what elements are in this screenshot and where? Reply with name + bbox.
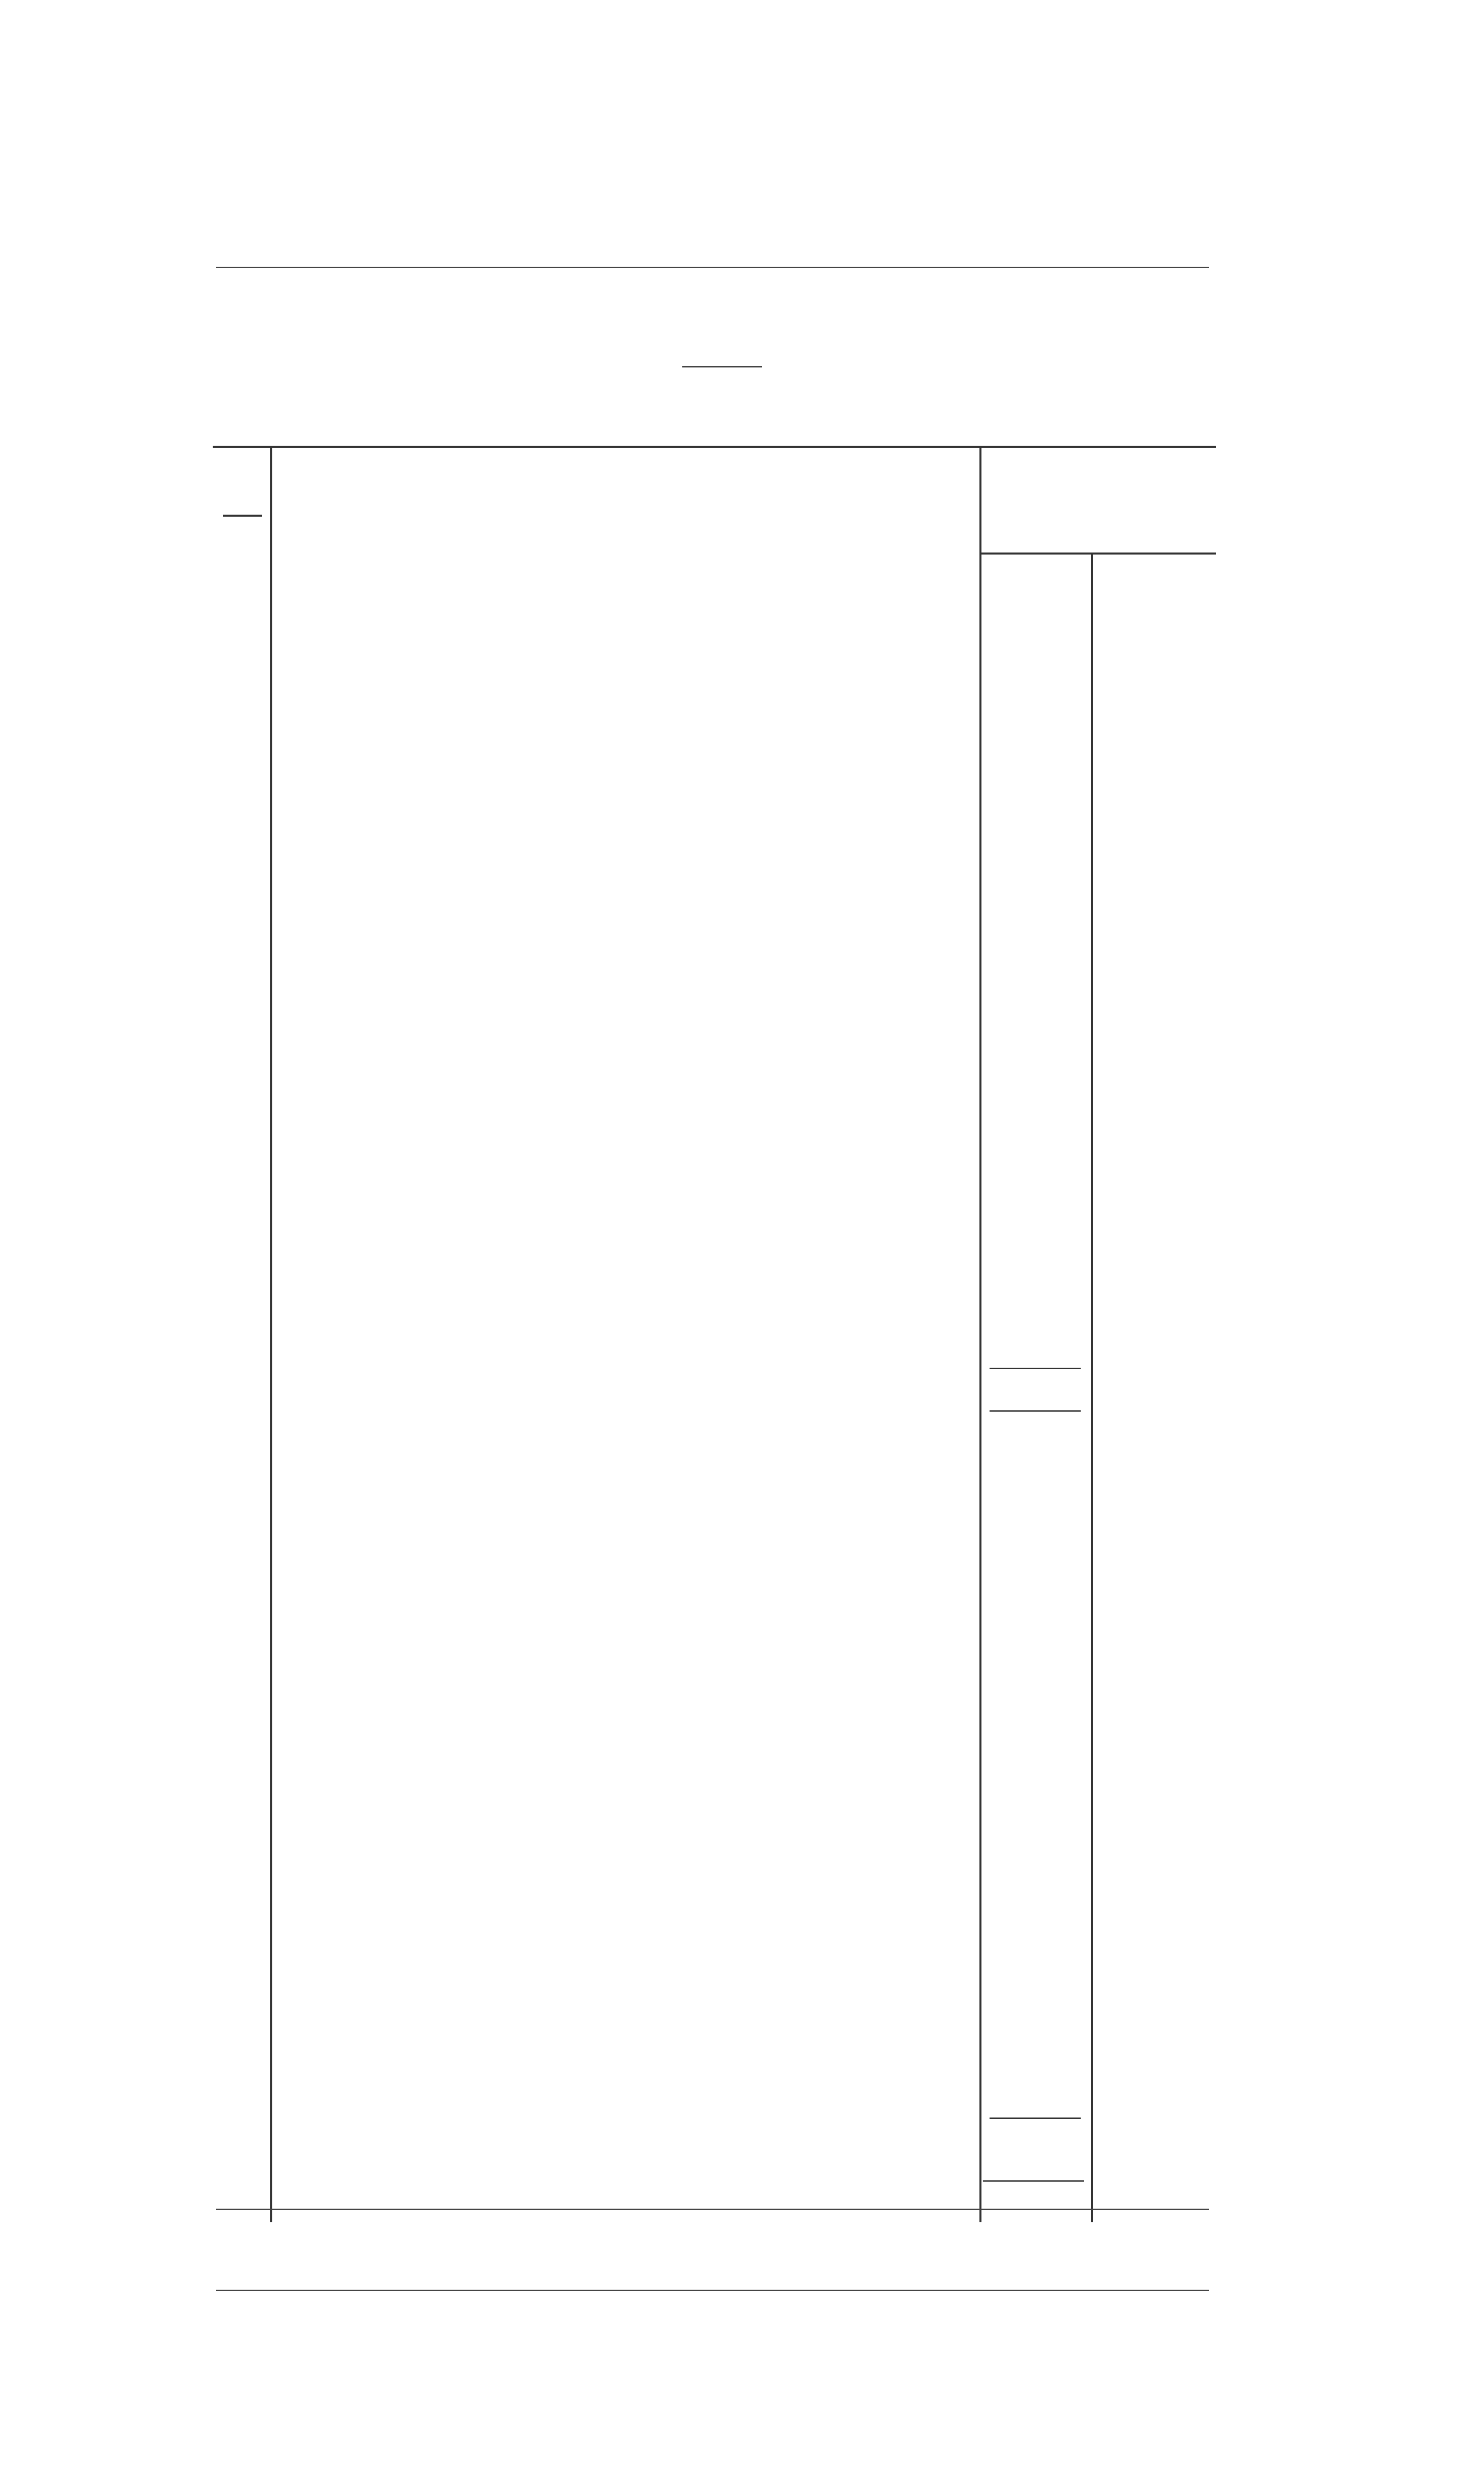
item-column-divider	[270, 446, 272, 2222]
header-rule	[216, 267, 1209, 268]
footer-top-rule	[216, 2209, 1209, 2210]
amount-column-divider	[979, 446, 981, 2222]
table-top-rule	[213, 446, 1216, 448]
total-column-divider	[1091, 554, 1093, 2222]
salaries-subtotal-rule	[990, 1368, 1081, 1369]
title-underline	[682, 366, 762, 367]
footer-bottom-rule	[216, 2290, 1209, 2291]
year-header-rule	[979, 553, 1216, 555]
item-header-underline	[223, 515, 262, 517]
other-subtotal-underline	[983, 2180, 1084, 2182]
salaries-subtotal-underline	[990, 1410, 1081, 1412]
other-subtotal-rule	[990, 2118, 1081, 2119]
